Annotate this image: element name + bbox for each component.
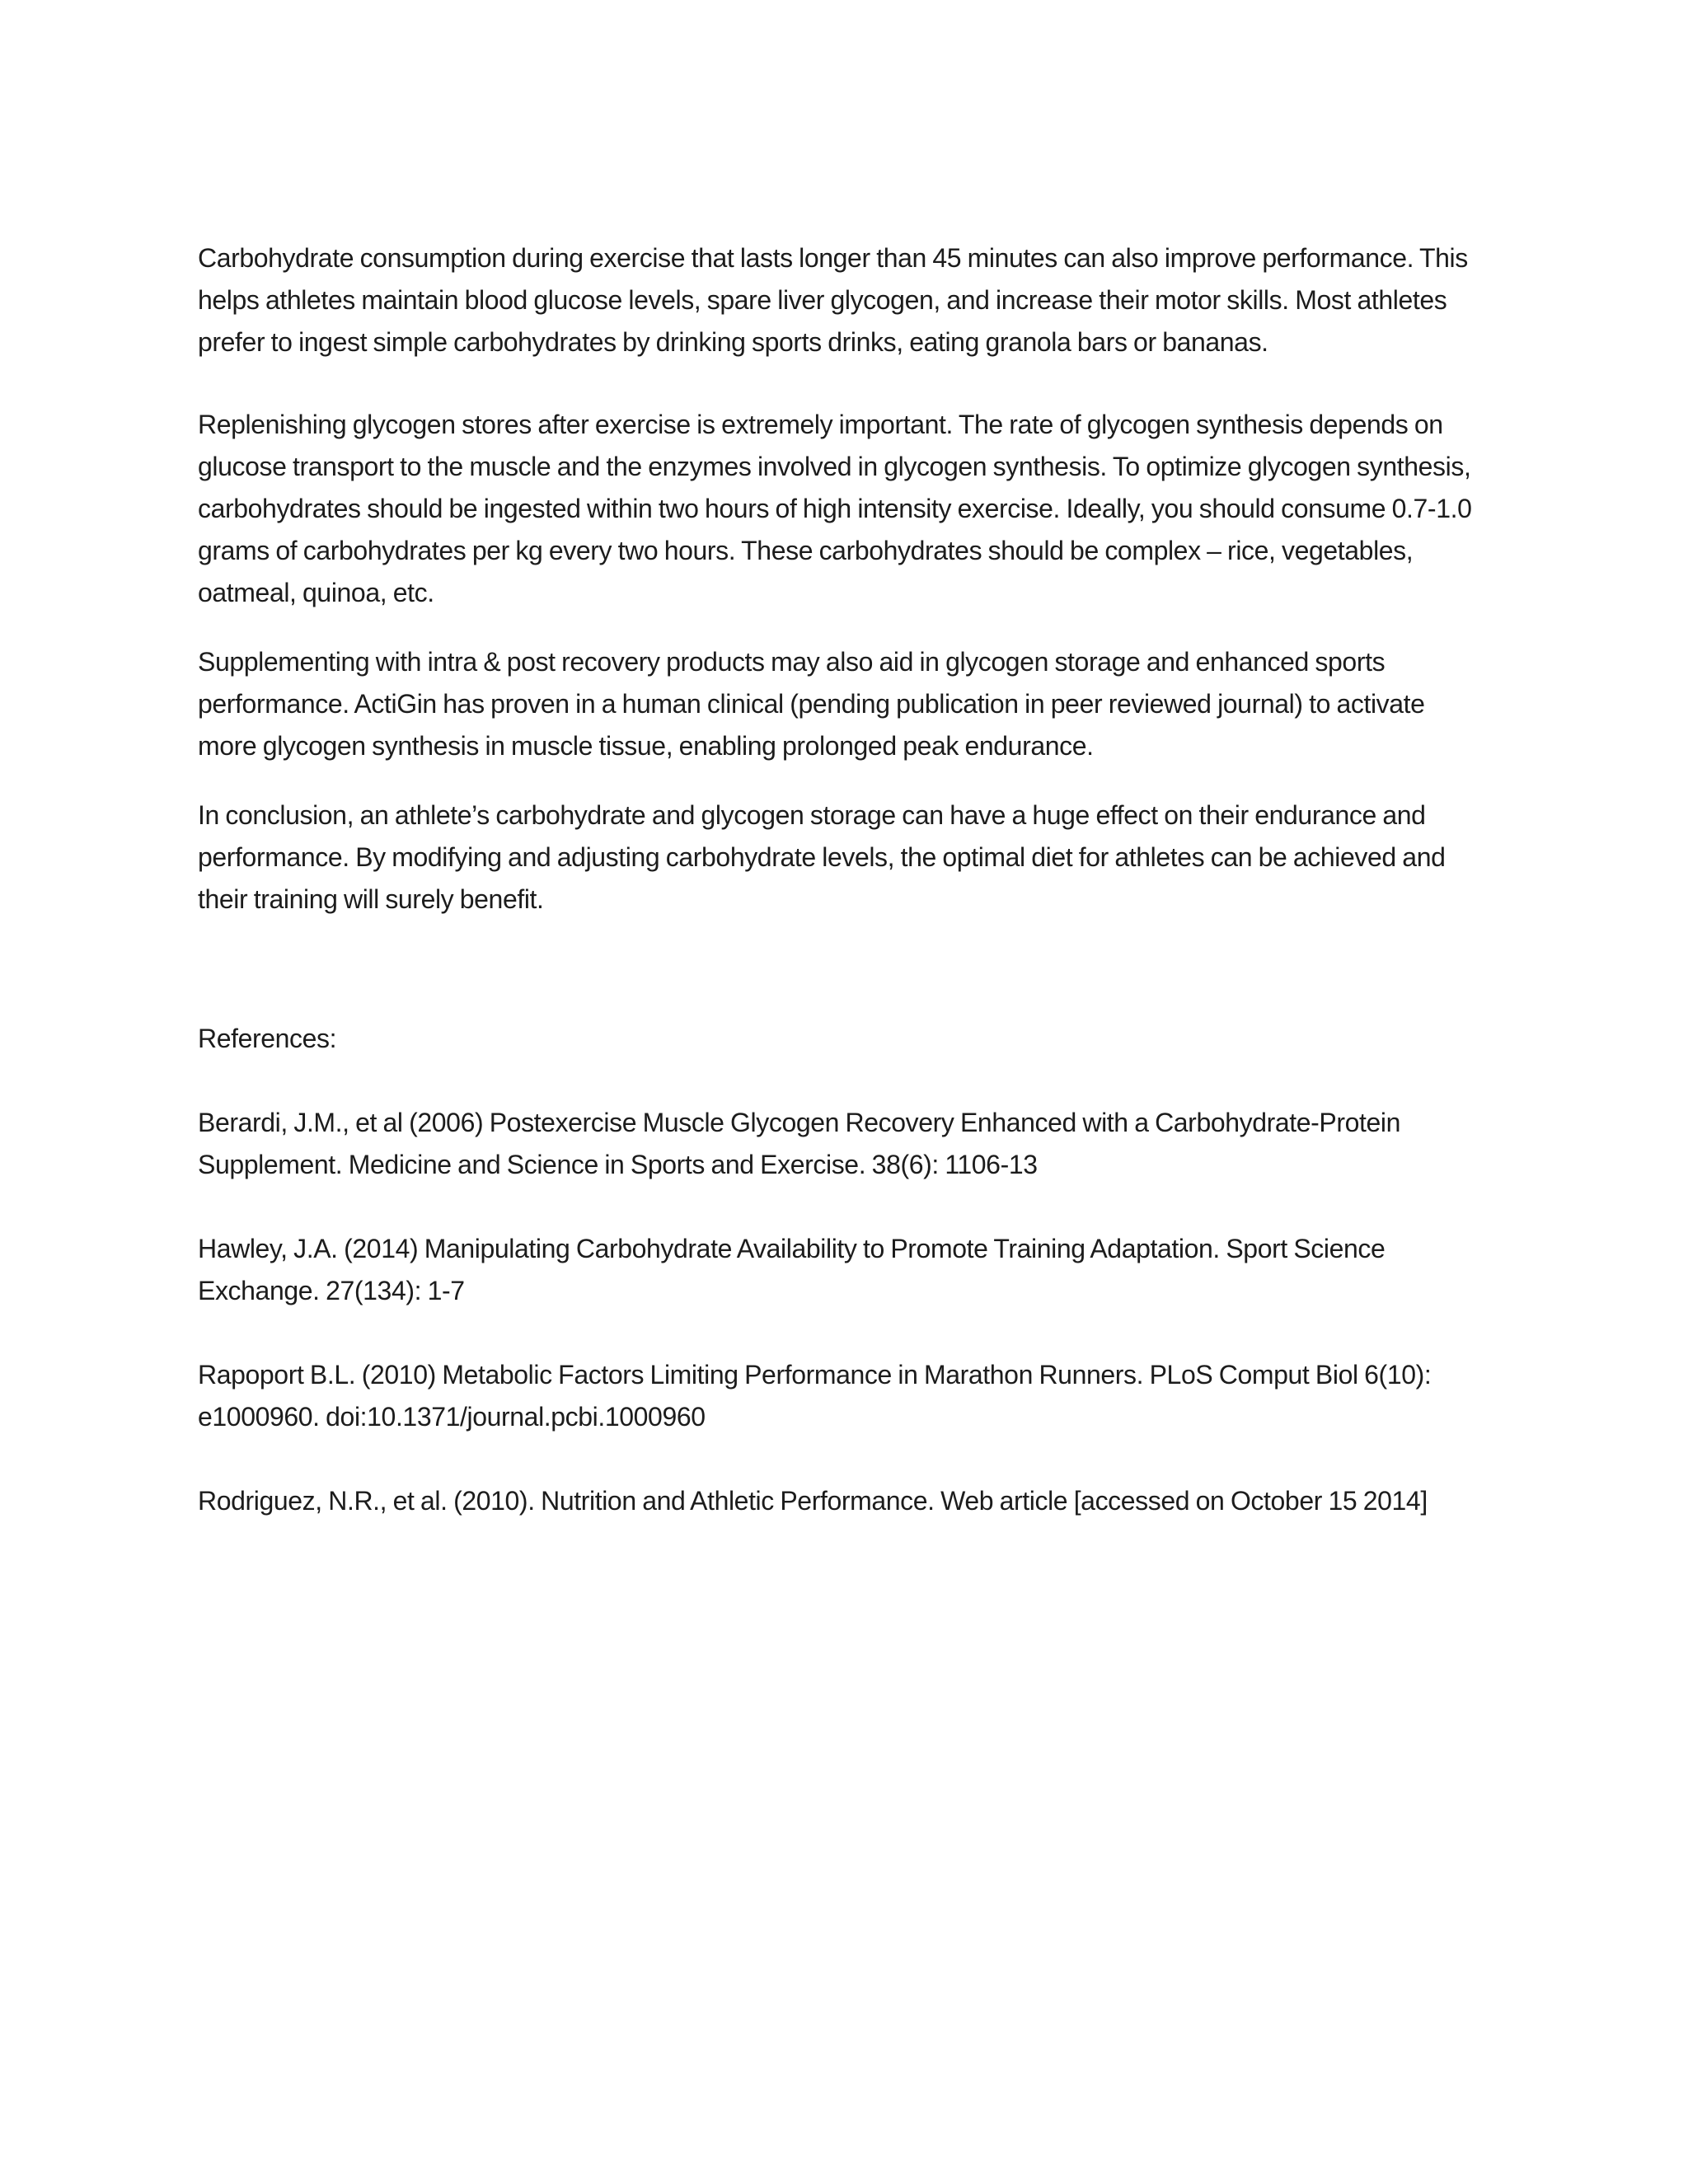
paragraph-replenishing-glycogen: Replenishing glycogen stores after exercise is extremely important. The rate of glycogen synthesis depends on glucose transport to the muscle and the enzymes involved in glycogen synthesis. To optimize glycogen synthesis, carbohydrates should be ingested within two hours of high intensity exercise. Ideally, you should consume 0.7-1.0 grams of carbohydrates per kg every two hours. These carbohydrates should be complex – rice, vegetables, oatmeal, quinoa, etc. (198, 410, 1472, 607)
references-heading: References: (198, 1024, 337, 1053)
reference-item: Rapoport B.L. (2010) Metabolic Factors Limiting Performance in Marathon Runners. PLoS Comput Biol 6(10): e1000960. doi:10.1371/journal.pcbi.1000960 (198, 1360, 1432, 1432)
references-list (198, 1102, 1484, 1522)
reference-item: Rodriguez, N.R., et al. (2010). Nutrition and Athletic Performance. Web article [accessed on October 15 2014] (198, 1486, 1428, 1516)
paragraph-conclusion: In conclusion, an athlete’s carbohydrate and glycogen storage can have a huge effect on their endurance and performance. By modifying and adjusting carbohydrate levels, the optimal diet for athletes can be achieved and their training will surely benefit. (198, 800, 1446, 914)
reference-item: Hawley, J.A. (2014) Manipulating Carbohydrate Availability to Promote Training Adaptation. Sport Science Exchange. 27(134): 1-7 (198, 1234, 1386, 1305)
document-body (198, 237, 1484, 1564)
reference-item: Berardi, J.M., et al (2006) Postexercise Muscle Glycogen Recovery Enhanced with a Carbohydrate-Protein Supplement. Medicine and Science in Sports and Exercise. 38(6): 1106-13 (198, 1108, 1401, 1179)
paragraph-supplementing: Supplementing with intra & post recovery products may also aid in glycogen storage and enhanced sports performance. ActiGin has proven in a human clinical (pending publication in peer reviewed journal) to activate more glycogen synthesis in muscle tissue, enabling prolonged peak endurance. (198, 647, 1425, 761)
paragraph-carbohydrate-consumption: Carbohydrate consumption during exercise that lasts longer than 45 minutes can also improve performance. This helps athletes maintain blood glucose levels, spare liver glycogen, and increase their motor skills. Most athletes prefer to ingest simple carbohydrates by drinking sports drinks, eating granola bars or bananas. (198, 243, 1468, 357)
